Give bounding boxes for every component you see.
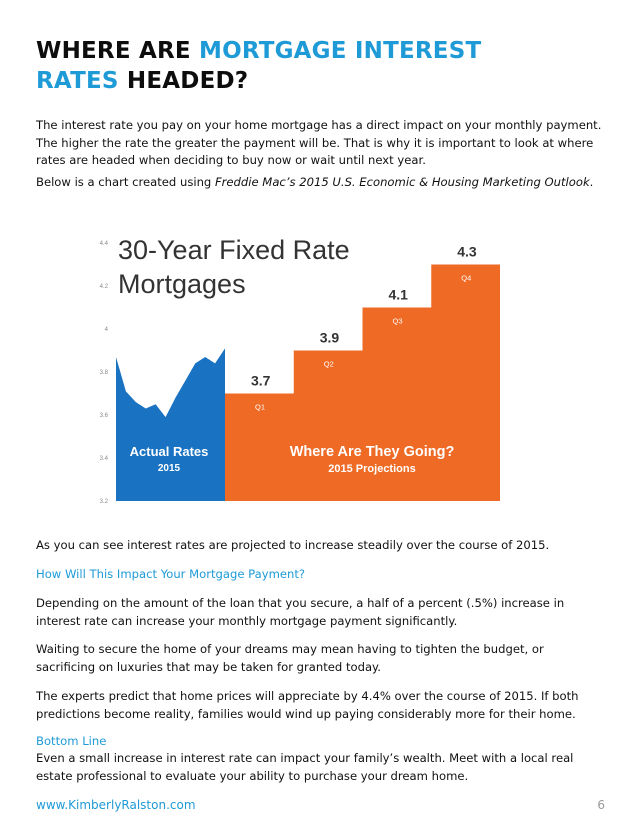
website-link[interactable]: www.KimberlyRalston.com [36, 798, 196, 812]
projections-label: Where Are They Going? [289, 444, 455, 460]
title-part-2: MORTGAGE INTEREST [199, 38, 482, 64]
title-part-3: RATES [36, 68, 119, 94]
bottom-line-paragraph: Even a small increase in interest rate can impact your family’s wealth. Meet with a local real estate professional to evaluate your ability to purchase your dream home. [36, 751, 574, 783]
quarter-label: Q3 [392, 316, 403, 326]
actual-rates-year: 2015 [157, 463, 181, 474]
y-tick-label: 3.4 [99, 456, 108, 462]
budget-paragraph: Waiting to secure the home of your dreams may mean having to tighten the budget, or sacrificing on luxuries that may be taken for granted today. [36, 642, 544, 674]
rate-chart [88, 225, 528, 515]
quarter-label: Q4 [461, 273, 472, 283]
quarter-label: Q1 [255, 402, 266, 412]
page-title [36, 36, 596, 96]
chart-title-line-1: 30-Year Fixed Rate [118, 235, 350, 265]
projection-value-label: 4.3 [457, 243, 477, 260]
bottom-line-heading: Bottom Line [36, 734, 107, 748]
source-title: Freddie Mac’s 2015 U.S. Economic & Housing Marketing Outlook [214, 175, 590, 189]
source-text: Below is a chart created using [36, 175, 215, 189]
page-number: 6 [597, 798, 605, 812]
title-part-4: HEADED? [118, 68, 249, 94]
prices-paragraph: The experts predict that home prices will appreciate by 4.4% over the course of 2015. If both predictions become reality, families would wind up paying considerably more for their home. [36, 689, 579, 721]
y-tick-label: 4.4 [99, 241, 108, 247]
y-tick-label: 4 [104, 327, 108, 333]
title-part-1: WHERE ARE [36, 38, 199, 64]
projection-value-label: 3.9 [319, 329, 340, 346]
actual-rates-label: Actual Rates [129, 444, 209, 459]
quarter-label: Q2 [323, 359, 334, 369]
impact-subheading: How Will This Impact Your Mortgage Payment? [36, 567, 306, 581]
actual-rates-area [116, 348, 225, 501]
loan-paragraph: Depending on the amount of the loan that you secure, a half of a percent (.5%) increase in interest rate can increase your monthly mortgage payment significantly. [36, 596, 565, 628]
projection-paragraph: As you can see interest rates are projected to increase steadily over the course of 2015. [36, 538, 550, 552]
intro-paragraph: The interest rate you pay on your home mortgage has a direct impact on your monthly payment. The higher the rate the greater the payment will be. That is why it is important to look at where rates are headed when deciding to buy now or wait until next year. [36, 118, 602, 167]
source-period: . [589, 175, 594, 189]
projections-year: 2015 Projections [328, 463, 416, 475]
projection-value-label: 3.7 [251, 372, 271, 389]
chart-title-line-2: Mortgages [118, 269, 246, 299]
y-tick-label: 4.2 [99, 284, 108, 290]
chart-source-paragraph [36, 174, 604, 192]
y-tick-label: 3.8 [99, 370, 108, 376]
y-tick-label: 3.6 [99, 413, 108, 419]
y-tick-label: 3.2 [99, 499, 108, 505]
projection-value-label: 4.1 [388, 286, 408, 303]
